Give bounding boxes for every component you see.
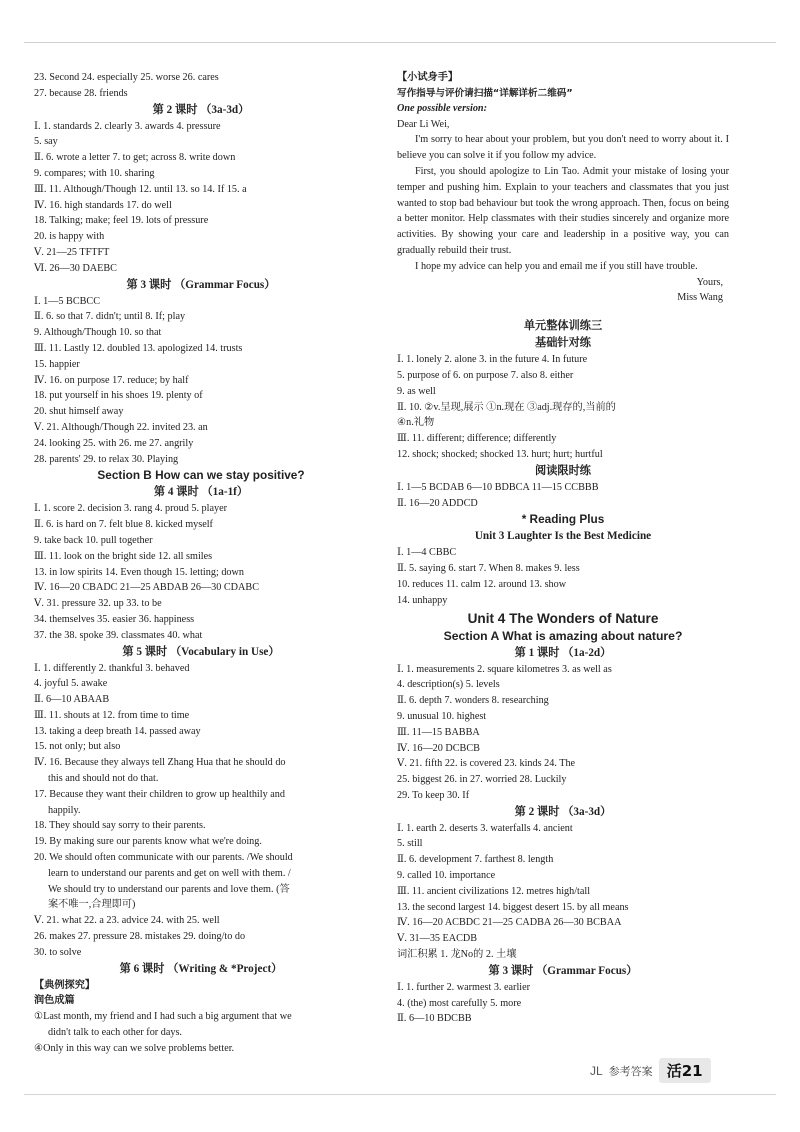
footer-brand: JL [590, 1063, 603, 1078]
answer-line: ①Last month, my friend and I had such a big argument that we [34, 1011, 292, 1023]
answer-line: 9. unusual 10. highest [397, 710, 487, 722]
section-heading: Section B How can we stay positive? [97, 468, 305, 483]
answer-line: Ⅴ. 21. Although/Though 22. invited 23. an [34, 421, 208, 433]
answer-line: Ⅱ. 10. ②v.呈现,展示 ①n.现在 ③adj.现存的,当前的 [397, 401, 616, 413]
section-heading: 阅读限时练 [535, 464, 591, 477]
answer-line: 18. put yourself in his shoes 19. plenty of [34, 390, 203, 402]
answer-line: 18. They should say sorry to their parents. [34, 820, 206, 832]
answer-line: Ⅲ. 11. Although/Though 12. until 13. so 14. If 15. a [34, 183, 247, 195]
section-heading: Unit 4 The Wonders of Nature [467, 610, 659, 626]
answer-line: Ⅲ. 11. different; difference; differently [397, 433, 557, 445]
answer-line: 15. happier [34, 358, 80, 370]
answer-line: 润色成篇 [34, 995, 75, 1007]
section-heading: 第 3 课时 （Grammar Focus） [488, 964, 638, 977]
answer-line: Ⅱ. 16—20 ADDCD [397, 497, 478, 509]
answer-line: 24. looking 25. with 26. me 27. angrily [34, 437, 194, 449]
answer-line: Ⅳ. 16. Because they always tell Zhang Hua that he should do [34, 757, 286, 769]
letter-paragraph: I hope my advice can help you and email me if you still have trouble. [415, 260, 698, 272]
answer-line: 9. called 10. importance [397, 870, 496, 882]
answer-line: 25. biggest 26. in 27. worried 28. Luckily [397, 774, 567, 786]
answer-line: Ⅴ. 31—35 EACDB [397, 933, 478, 945]
answer-line: 4. description(s) 5. levels [397, 679, 500, 691]
answer-line: 30. to solve [34, 946, 82, 958]
answer-line: Ⅴ. 21—25 TFTFT [34, 246, 110, 258]
section-heading: Unit 3 Laughter Is the Best Medicine [474, 530, 652, 543]
right-column [397, 70, 729, 1027]
answer-line: 4. (the) most carefully 5. more [397, 997, 522, 1009]
section-heading: * Reading Plus [521, 512, 605, 527]
answer-line: Ⅱ. 6. development 7. farthest 8. length [397, 854, 554, 866]
answer-line: Ⅴ. 31. pressure 32. up 33. to be [34, 598, 162, 610]
answer-line: 18. Talking; make; feel 19. lots of pressure [34, 215, 209, 227]
answer-line: 13. in low spirits 14. Even though 15. letting; down [34, 566, 244, 578]
answer-line: 词汇积累 1. 龙No的 2. 土壤 [397, 949, 517, 961]
answer-line: Ⅳ. 16—20 DCBCB [397, 742, 480, 754]
answer-line: Ⅱ. 6—10 ABAAB [34, 694, 110, 706]
answer-line: 9. Although/Though 10. so that [34, 327, 162, 339]
answer-line: happily. [48, 804, 81, 816]
answer-line: 17. Because they want their children to grow up healthily and [34, 788, 285, 800]
answer-line: ④Only in this way can we solve problems better. [34, 1042, 235, 1054]
letter-paragraph: I'm sorry to hear about your problem, but you don't need to worry about it. I believe you can solve it if you follow my advice. [397, 134, 729, 162]
letter-paragraph: First, you should apologize to Lin Tao. Admit your mistake of losing your temper and pushing him. Explain to your teachers and classmates that you just wanted to stop bad behaviour but took the wrong approach. Then, focus on being a better monitor. Help classmates with their studies sincerely and organize more activities. By showing your care and leadership in a positive way, you can gradually rebuild their trust. [397, 165, 729, 256]
answer-line: Ⅳ. 16. high standards 17. do well [34, 199, 172, 211]
answer-line: 9. as well [397, 385, 436, 397]
answer-line: Ⅰ. 1. score 2. decision 3. rang 4. proud 5. player [34, 503, 228, 515]
answer-line: 19. By making sure our parents know what we're doing. [34, 836, 262, 848]
footer-label: 参考答案 [608, 1064, 653, 1078]
answer-line: Ⅲ. 11. Lastly 12. doubled 13. apologized 14. trusts [34, 342, 243, 354]
answer-line: 【典例探究】 [34, 979, 96, 991]
answer-line: Ⅱ. 5. saying 6. start 7. When 8. makes 9. less [397, 563, 580, 575]
answer-line: ④n.礼物 [397, 417, 435, 429]
answer-line: didn't talk to each other for days. [48, 1027, 182, 1039]
answer-line: Ⅰ. 1. further 2. warmest 3. earlier [397, 981, 531, 993]
answer-line: 14. unhappy [397, 594, 448, 606]
answer-line: 9. take back 10. pull together [34, 534, 153, 546]
answer-line: 29. To keep 30. If [397, 789, 470, 801]
spacer [397, 306, 729, 318]
bottom-rule [24, 1094, 776, 1095]
section-heading: 第 6 课时 （Writing & *Project） [119, 962, 283, 975]
section-heading: 单元整体训练三 [523, 320, 603, 333]
answer-line: Ⅱ. 6. so that 7. didn't; until 8. If; play [34, 311, 186, 323]
section-heading: 基础针对练 [535, 337, 591, 350]
answer-line: 【小试身手】 [397, 72, 459, 83]
answer-line: 28. parents' 29. to relax 30. Playing [34, 453, 179, 465]
answer-line: Ⅰ. 1—5 BCDAB 6—10 BDBCA 11—15 CCBBB [397, 481, 599, 493]
answer-line: Ⅲ. 11—15 BABBA [397, 726, 480, 738]
answer-line: 写作指导与评价请扫描“详解详析二维码” [397, 87, 573, 99]
answer-line: 10. reduces 11. calm 12. around 13. show [397, 578, 567, 590]
answer-line: Ⅱ. 6. is hard on 7. felt blue 8. kicked myself [34, 519, 213, 531]
answer-line: 20. We should often communicate with our parents. /We should [34, 852, 293, 864]
answer-line: Ⅰ. 1. lonely 2. alone 3. in the future 4. In future [397, 354, 588, 366]
answer-line: Ⅲ. 11. look on the bright side 12. all smiles [34, 550, 213, 562]
answer-line: Ⅴ. 21. what 22. a 23. advice 24. with 25. well [34, 915, 220, 927]
answer-line: Ⅲ. 11. shouts at 12. from time to time [34, 709, 190, 721]
page-footer [590, 1058, 711, 1083]
answer-line: 4. joyful 5. awake [34, 678, 108, 690]
left-column [34, 70, 368, 1057]
answer-line: Ⅱ. 6—10 BDCBB [397, 1013, 472, 1025]
answer-line: Dear Li Wei, [397, 118, 450, 130]
answer-line: 13. the second largest 14. biggest desert 15. by all means [397, 901, 629, 913]
answer-line: 15. not only; but also [34, 741, 121, 753]
section-heading: 第 5 课时 （Vocabulary in Use） [122, 645, 280, 658]
answer-line: learn to understand our parents and get on well with them. / [48, 867, 291, 879]
answer-line: Ⅳ. 16—20 ACBDC 21—25 CADBA 26—30 BCBAA [397, 917, 622, 929]
answer-line: 26. makes 27. pressure 28. mistakes 29. doing/to do [34, 931, 246, 943]
answer-line: 5. say [34, 136, 58, 148]
answer-line: 13. taking a deep breath 14. passed away [34, 725, 201, 737]
answer-line: Ⅰ. 1. standards 2. clearly 3. awards 4. pressure [34, 120, 221, 132]
answer-line: Ⅰ. 1. earth 2. deserts 3. waterfalls 4. ancient [397, 822, 573, 834]
answer-line: Ⅰ. 1—4 CBBC [397, 547, 457, 559]
page-number: 活21 [659, 1058, 711, 1083]
section-heading: 第 3 课时 （Grammar Focus） [126, 278, 276, 291]
top-rule [24, 42, 776, 43]
answer-line: Ⅴ. 21. fifth 22. is covered 23. kinds 24. The [397, 758, 576, 770]
answer-line: 34. themselves 35. easier 36. happiness [34, 613, 195, 625]
answer-line: 案不唯一,合理即可) [48, 899, 136, 911]
answer-line: 27. because 28. friends [34, 87, 128, 99]
section-heading: 第 4 课时 （1a-1f） [153, 486, 249, 499]
answer-line: 20. is happy with [34, 231, 105, 243]
answer-line: Ⅵ. 26—30 DAEBC [34, 262, 117, 274]
answer-line: Yours, [696, 276, 723, 288]
answer-line: 12. shock; shocked; shocked 13. hurt; hurt; hurtful [397, 448, 603, 460]
section-heading: Section A What is amazing about nature? [443, 628, 683, 643]
answer-line: We should try to understand our parents and love them. (答 [48, 883, 290, 895]
answer-line: Ⅰ. 1. measurements 2. square kilometres 3. as well as [397, 663, 612, 675]
answer-line: 37. the 38. spoke 39. classmates 40. what [34, 629, 203, 641]
answer-line: 9. compares; with 10. sharing [34, 167, 155, 179]
answer-line: Ⅲ. 11. ancient civilizations 12. metres high/tall [397, 885, 591, 897]
answer-line: Ⅳ. 16—20 CBADC 21—25 ABDAB 26—30 CDABC [34, 582, 259, 594]
answer-line: Ⅱ. 6. depth 7. wonders 8. researching [397, 695, 549, 707]
answer-line: Ⅳ. 16. on purpose 17. reduce; by half [34, 374, 189, 386]
answer-line: Ⅰ. 1. differently 2. thankful 3. behaved [34, 662, 190, 674]
answer-line: 23. Second 24. especially 25. worse 26. cares [34, 72, 219, 83]
answer-line: 20. shut himself away [34, 406, 124, 418]
answer-line: One possible version: [397, 102, 487, 114]
answer-line: 5. purpose of 6. on purpose 7. also 8. either [397, 369, 574, 381]
answer-line: Ⅰ. 1—5 BCBCC [34, 295, 101, 307]
section-heading: 第 2 课时 （3a-3d） [514, 805, 612, 818]
answer-line: Ⅱ. 6. wrote a letter 7. to get; across 8. write down [34, 152, 236, 164]
answer-line: 5. still [397, 838, 423, 850]
section-heading: 第 1 课时 （1a-2d） [514, 646, 612, 659]
answer-line: Miss Wang [677, 292, 723, 304]
section-heading: 第 2 课时 （3a-3d） [152, 103, 250, 116]
answer-line: this and should not do that. [48, 773, 159, 785]
